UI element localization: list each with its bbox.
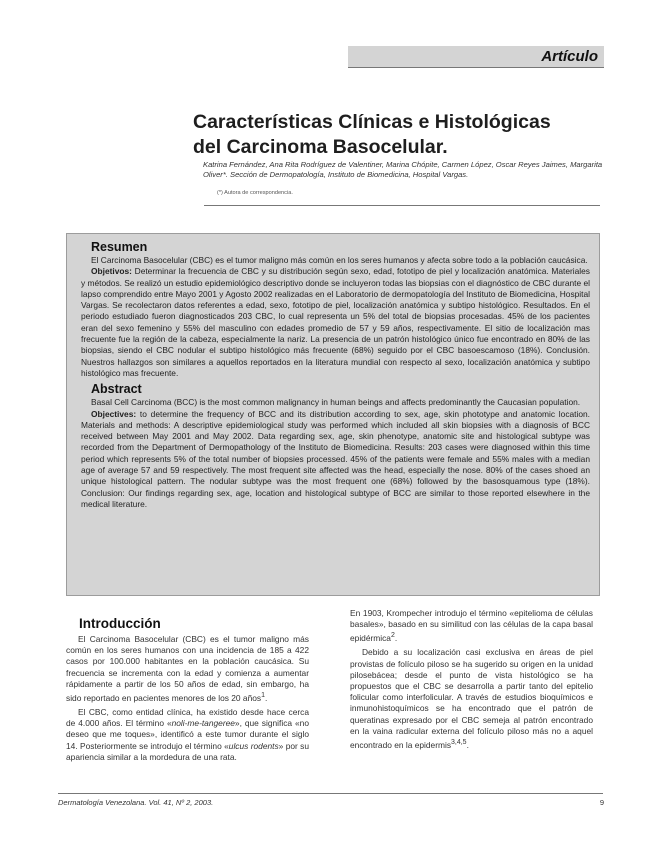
- intro-paragraph-2: El CBC, como entidad clínica, ha existido desde hace cerca de 4.000 años. El término «noli-me-tangeree», que significa «no deseo que me toques», identificó a este tumor durante el siglo 14. Posteriormente se introdujo el término «ulcus rodents» por su apariencia similar a la mordedura de una rata.: [66, 707, 310, 762]
- abstract-heading: Abstract: [91, 382, 142, 397]
- corresponding-author-note: (*) Autora de correspondencia.: [217, 190, 293, 196]
- intro-paragraph-3: En 1903, Krompecher introdujo el término «epitelioma de células basales», basado en su similitud con las células de la capa basal epidérmica$^2$.: [350, 608, 593, 644]
- abstract-body-text: to determine the frequency of BCC and its distribution according to sex, age, skin phototype and anatomic location. Materials and methods: A descriptive epidemiological study was performed which included all skin biopsies with a diagnosis of BCC received between May 2001 and May 2002. Data regarding sex, age, skin phenotype, anatomic site and histological subtype was recorded from the Department of Dermopathology of the Instituto de Biomedicina. Results: 203 cases were diagnosed within this time period which represents 5% of the total number of biopsies processed. 45% of the patients were female and 55% males with a median age of average 57 and 59 respectively. The most frequent site affected was the head, especially the nose. 80% of the cases shoed an unique histological pattern. The nodular subtype was the most frequent one (68%) followed by the basosquamous type (18%). Conclusion: Our findings regarding sex, age, location and histological subtype of BCC are similar to those reported elsewhere in the medical literature.: [81, 408, 590, 509]
- section-label: Artículo: [348, 46, 604, 68]
- left-column: [66, 608, 309, 766]
- abstract-box: [66, 233, 600, 596]
- abstract-intro: Basal Cell Carcinoma (BCC) is the most common malignancy in human beings and affects predominantly the Caucasian population.: [91, 397, 581, 408]
- authors-affiliation: Katrina Fernández, Ana Rita Rodríguez de Valentiner, Marina Chópite, Carmen López, Oscar Reyes Jaimes, Margarita Oliver*. Sección de Dermopatología, Instituto de Biomedicina, Hospital Vargas.: [203, 160, 603, 180]
- article-title: [193, 110, 613, 160]
- right-column: [350, 608, 593, 754]
- intro-paragraph-1: El Carcinoma Basocelular (CBC) es el tumor maligno más común en los seres humanos con una incidencia de 185 a 422 casos por 100.000 habitantes en la población caucásica. Su frecuencia se incrementa con la edad y comienza a aumentar rápidamente a partir de los 50 años de edad, sin embargo, ha sido reportado en pacientes menores de los 20 años$^1$.: [66, 634, 309, 703]
- header-divider: [204, 205, 600, 206]
- resumen-body: [81, 266, 590, 379]
- introduction-heading: Introducción: [79, 616, 161, 631]
- resumen-intro: El Carcinoma Basocelular (CBC) es el tumor maligno más común en los seres humanos y afecta sobre todo a la población caucásica.: [91, 255, 588, 265]
- footer-divider: [58, 793, 603, 794]
- abstract-objectives-label: Objectives:: [91, 408, 137, 419]
- footer-journal: Dermatología Venezolana. Vol. 41, Nº 2, 2003.: [58, 798, 214, 807]
- title-line-2: del Carcinoma Basocelular.: [193, 136, 448, 158]
- title-line-1: Características Clínicas e Histológicas: [193, 111, 551, 133]
- resumen-body-text: Determinar la frecuencia de CBC y su distribución según sexo, edad, fototipo de piel y localización anatómica. Materiales y métodos. Se realizó un estudio epidemiológico descriptivo donde se incluyeron todas las biopsias con el diagnóstico de CBC durante el lapso comprendido entre Mayo 2001 y Agosto 2002 realizadas en el Laboratorio de dermopatología del Instituto de Biomedicina, Hospital Vargas. Se recolectaron datos referentes a edad, sexo, fototipo de piel, localización anatómica y subtipo histológico. Resultados. En el periodo estudiado fueron diagnosticados 203 CBC, lo cual representa un 5% del total de biopsias procesadas. 45% de los pacientes eran del sexo femenino y 55% del masculino con edades promedio de 57 y 59 años, respectivamente. El sitio de localización mas frecuente fue la región de la cabeza, especialmente la nariz. La presencia de un patrón histológico único fue encontrado en 80% de las biopsias, siendo el CBC nodular el subtipo histológico más frecuente (68%) seguido por el CBC basoescamoso (18%). Conclusión. Nuestros hallazgos son similares a aquellos reportados en la literatura mundial con respecto al sexo, localización anatómica y subtipo histológico mas frecuente.: [81, 266, 590, 378]
- resumen-objectives-label: Objetivos:: [91, 266, 132, 277]
- abstract-body: [81, 409, 590, 511]
- resumen-heading: Resumen: [91, 240, 148, 254]
- intro-paragraph-4: Debido a su localización casi exclusiva en áreas de piel provistas de folículo piloso se ha sugerido su origen en la unidad pilosebácea; desde el punto de vista histológico se ha propuestos que el CBC se desarrolla a partir tanto del epitelio folicular como interfolicular. A través de estudios bioquímicos e inmunohistoquímicos se ha encontrado que el patrón de queratinas expresado por el CBC semeja al patrón encontrado en la vaina radicular externa del folículo piloso más no a aquel encontrado en la epidermis$^{3,4,5}$.: [350, 647, 593, 750]
- page-number: 9: [599, 798, 604, 807]
